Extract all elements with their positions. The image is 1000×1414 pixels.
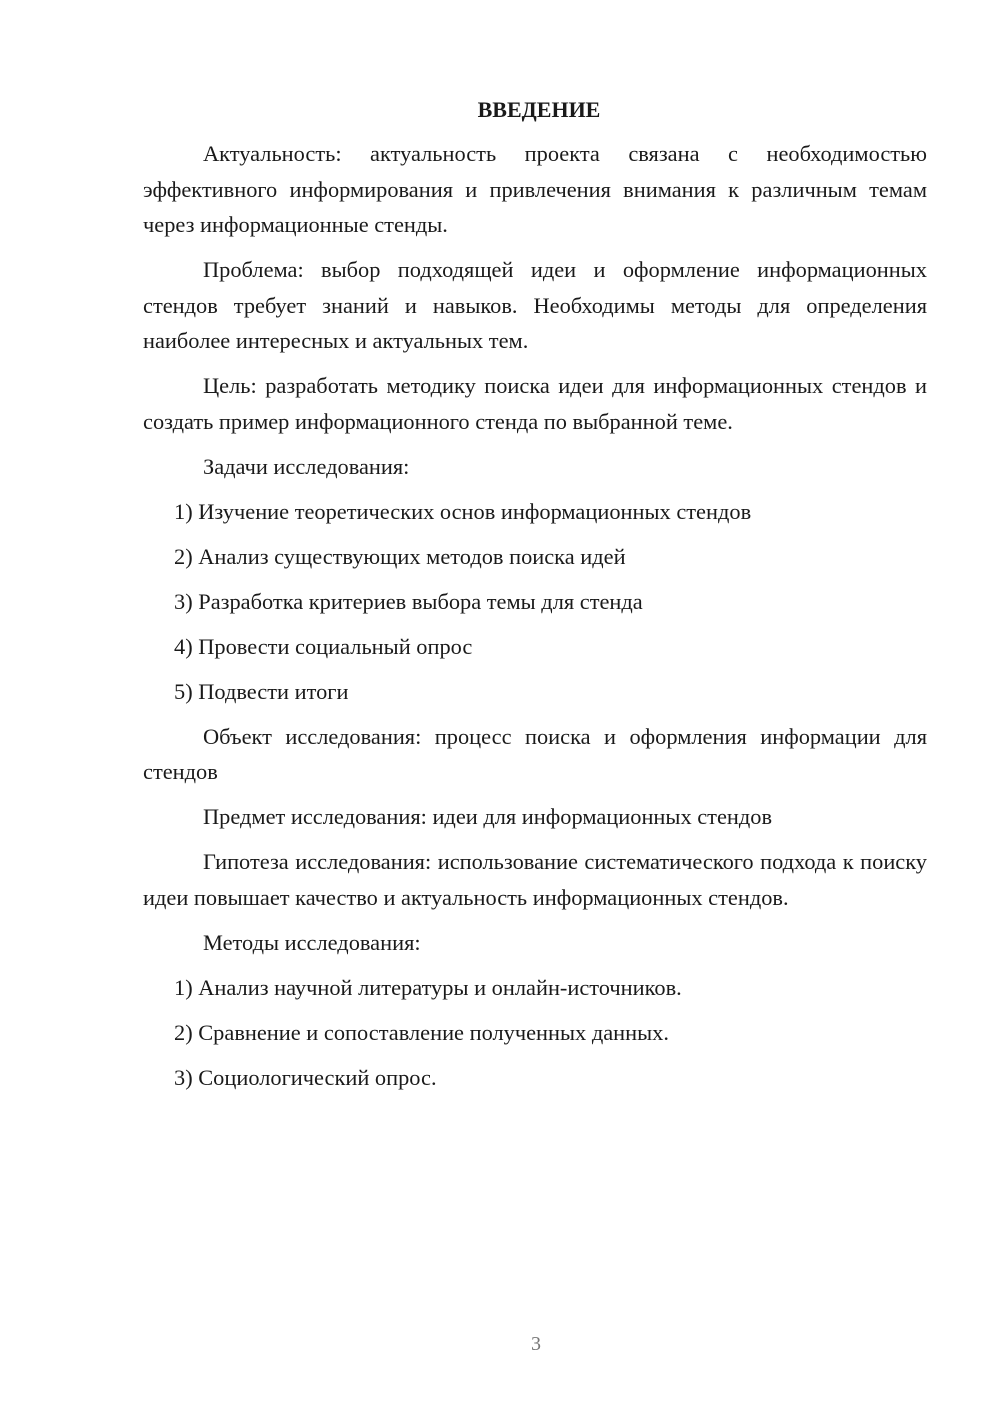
task-item: 2) Анализ существующих методов поиска идей — [174, 543, 626, 569]
method-item: 1) Анализ научной литературы и онлайн-источников. — [174, 974, 682, 1000]
task-item: 3) Разработка критериев выбора темы для стенда — [174, 588, 643, 614]
task-item: 1) Изучение теоретических основ информационных стендов — [174, 498, 752, 524]
tasks-list — [143, 494, 927, 710]
methods-heading: Методы исследования: — [203, 929, 421, 955]
goal-paragraph: Цель: разработать методику поиска идеи для информационных стендов и создать пример информационного стенда по выбранной теме. — [143, 373, 927, 434]
section-title: ВВЕДЕНИЕ — [477, 97, 601, 122]
page-number: 3 — [531, 1333, 541, 1355]
subject-paragraph: Предмет исследования: идеи для информационных стендов — [203, 804, 773, 829]
hypothesis-paragraph: Гипотеза исследования: использование систематического подхода к поиску идеи повышает качество и актуальность информационных стендов. — [143, 849, 927, 910]
methods-list — [143, 970, 927, 1096]
tasks-heading: Задачи исследования: — [203, 453, 410, 479]
method-item: 2) Сравнение и сопоставление полученных данных. — [174, 1019, 669, 1045]
task-item: 4) Провести социальный опрос — [174, 633, 473, 659]
task-item: 5) Подвести итоги — [174, 678, 349, 704]
object-paragraph: Объект исследования: процесс поиска и оформления информации для стендов — [143, 723, 927, 784]
method-item: 3) Социологический опрос. — [174, 1064, 437, 1090]
problem-paragraph: Проблема: выбор подходящей идеи и оформление информационных стендов требует знаний и навыков. Необходимы методы для определения наиболее интересных и актуальных тем. — [143, 257, 927, 353]
document-page — [143, 92, 927, 1105]
relevance-paragraph: Актуальность: актуальность проекта связана с необходимостью эффективного информирования и привлечения внимания к различным темам через информационные стенды. — [143, 141, 927, 237]
